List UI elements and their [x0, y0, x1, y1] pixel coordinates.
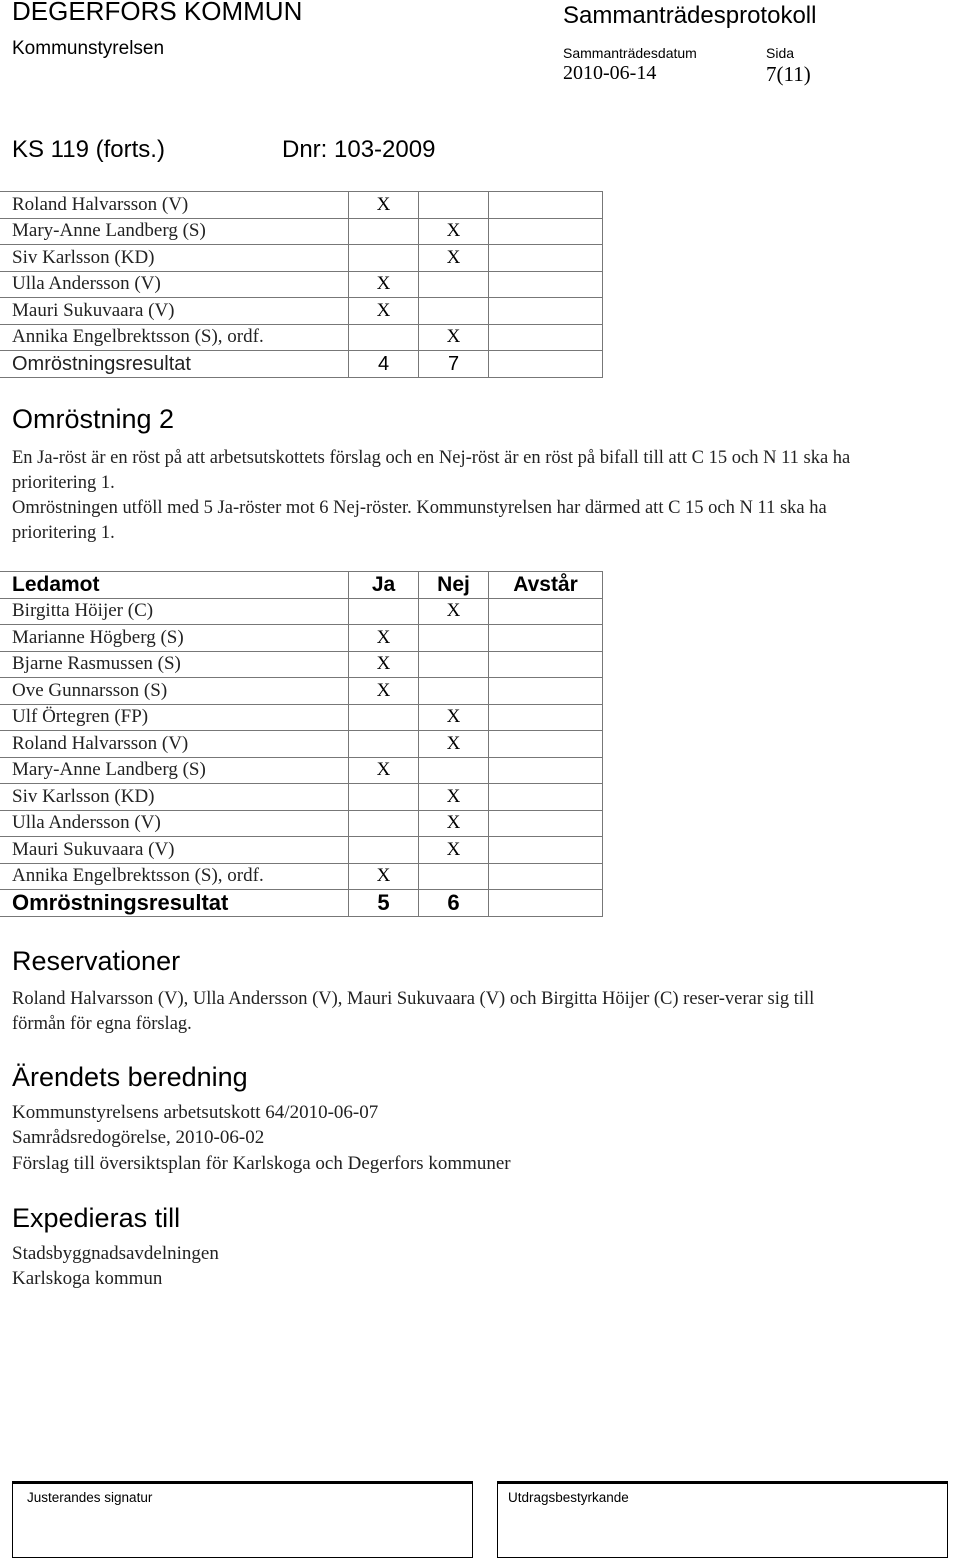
- vote-ja: [349, 218, 419, 245]
- vote-nej: [419, 298, 489, 325]
- result-avstar: [489, 351, 603, 378]
- member-name: Ulf Örtegren (FP): [0, 704, 349, 731]
- vote-avstar: [489, 731, 603, 758]
- vote1-result-row: [0, 351, 603, 378]
- table-row: [0, 324, 603, 351]
- vote-nej: X: [419, 810, 489, 837]
- vote-nej: [419, 625, 489, 652]
- certification-label: Utdragsbestyrkande: [508, 1490, 629, 1505]
- vote-ja: X: [349, 625, 419, 652]
- distribution-heading: Expedieras till: [12, 1203, 181, 1233]
- table-row: [0, 837, 603, 864]
- table-row: [0, 678, 603, 705]
- result-avstar: [489, 890, 603, 917]
- vote-ja: [349, 731, 419, 758]
- signature-label: Justerandes signatur: [27, 1490, 153, 1505]
- case-number: KS 119 (forts.): [12, 136, 165, 163]
- preparation-heading: Ärendets beredning: [12, 1062, 248, 1092]
- reservations-text: Roland Halvarsson (V), Ulla Andersson (V), Mauri Sukuvaara (V) och Birgitta Höijer (C) reser-verar sig till förmån för egna förslag.: [12, 989, 815, 1034]
- column-header-avstar: Avstår: [489, 572, 603, 599]
- protocol-title: Sammanträdesprotokoll: [563, 2, 817, 29]
- organization-name: DEGERFORS KOMMUN: [12, 0, 303, 26]
- member-name: Annika Engelbrektsson (S), ordf.: [0, 863, 349, 890]
- preparation-line: Förslag till översiktsplan för Karlskoga och Degerfors kommuner: [12, 1153, 511, 1174]
- member-name: Siv Karlsson (KD): [0, 245, 349, 272]
- vote-avstar: [489, 598, 603, 625]
- vote-ja: X: [349, 757, 419, 784]
- vote-nej: [419, 757, 489, 784]
- board-name: Kommunstyrelsen: [12, 38, 165, 59]
- vote-avstar: [489, 704, 603, 731]
- page-number: 7(11): [766, 62, 811, 86]
- vote-avstar: [489, 863, 603, 890]
- member-name: Birgitta Höijer (C): [0, 598, 349, 625]
- vote-ja: [349, 810, 419, 837]
- distribution-line: Karlskoga kommun: [12, 1268, 163, 1289]
- result-nej: 6: [419, 890, 489, 917]
- vote-nej: X: [419, 245, 489, 272]
- table-row: [0, 863, 603, 890]
- vote-avstar: [489, 837, 603, 864]
- table-row: [0, 298, 603, 325]
- vote-ja: X: [349, 298, 419, 325]
- vote-avstar: [489, 625, 603, 652]
- vote2-result-row: [0, 890, 603, 917]
- table-row: [0, 625, 603, 652]
- vote-avstar: [489, 298, 603, 325]
- meeting-date-label: Sammanträdesdatum: [563, 45, 697, 61]
- member-name: Roland Halvarsson (V): [0, 731, 349, 758]
- table-row: [0, 598, 603, 625]
- vote-ja: X: [349, 271, 419, 298]
- vote-ja: X: [349, 192, 419, 219]
- distribution-line: Stadsbyggnadsavdelningen: [12, 1243, 219, 1264]
- vote-ja: [349, 598, 419, 625]
- vote2-heading: Omröstning 2: [12, 404, 175, 434]
- member-name: Mary-Anne Landberg (S): [0, 218, 349, 245]
- vote-avstar: [489, 218, 603, 245]
- table-row: [0, 757, 603, 784]
- preparation-line: Kommunstyrelsens arbetsutskott 64/2010-06-07: [12, 1102, 379, 1123]
- vote-nej: X: [419, 598, 489, 625]
- vote-nej: X: [419, 704, 489, 731]
- vote-nej: X: [419, 784, 489, 811]
- table-row: [0, 731, 603, 758]
- result-nej: 7: [419, 351, 489, 378]
- vote-ja: [349, 245, 419, 272]
- result-ja: 5: [349, 890, 419, 917]
- table-row: [0, 218, 603, 245]
- result-label: Omröstningsresultat: [0, 890, 349, 917]
- column-header-nej: Nej: [419, 572, 489, 599]
- member-name: Mauri Sukuvaara (V): [0, 837, 349, 864]
- page-label: Sida: [766, 45, 795, 61]
- vote-avstar: [489, 678, 603, 705]
- member-name: Ulla Andersson (V): [0, 271, 349, 298]
- vote1-table: [0, 191, 603, 378]
- vote-ja: [349, 784, 419, 811]
- vote-nej: X: [419, 324, 489, 351]
- table-row: [0, 271, 603, 298]
- vote-avstar: [489, 324, 603, 351]
- result-label: Omröstningsresultat: [0, 351, 349, 378]
- member-name: Ulla Andersson (V): [0, 810, 349, 837]
- vote2-description: En Ja-röst är en röst på att arbetsutskottets förslag och en Nej-röst är en röst på bifall till att C 15 och N 11 ska ha prioritering 1.: [12, 448, 851, 493]
- result-ja: 4: [349, 351, 419, 378]
- case-dnr: Dnr: 103-2009: [282, 136, 436, 163]
- vote-nej: X: [419, 218, 489, 245]
- table-row: [0, 810, 603, 837]
- table-row: [0, 704, 603, 731]
- vote-ja: X: [349, 678, 419, 705]
- vote-nej: [419, 863, 489, 890]
- vote-avstar: [489, 651, 603, 678]
- vote-ja: X: [349, 651, 419, 678]
- table-header-row: [0, 572, 603, 599]
- vote-nej: [419, 192, 489, 219]
- vote-avstar: [489, 245, 603, 272]
- member-name: Mary-Anne Landberg (S): [0, 757, 349, 784]
- member-name: Siv Karlsson (KD): [0, 784, 349, 811]
- column-header-member: Ledamot: [0, 572, 349, 599]
- member-name: Bjarne Rasmussen (S): [0, 651, 349, 678]
- reservations-heading: Reservationer: [12, 946, 181, 976]
- member-name: Roland Halvarsson (V): [0, 192, 349, 219]
- vote-avstar: [489, 271, 603, 298]
- vote2-table: [0, 571, 603, 917]
- vote-ja: [349, 837, 419, 864]
- member-name: Mauri Sukuvaara (V): [0, 298, 349, 325]
- table-row: [0, 784, 603, 811]
- member-name: Ove Gunnarsson (S): [0, 678, 349, 705]
- vote-nej: X: [419, 731, 489, 758]
- vote-avstar: [489, 757, 603, 784]
- vote-avstar: [489, 784, 603, 811]
- vote2-outcome: Omröstningen utföll med 5 Ja-röster mot 6 Nej-röster. Kommunstyrelsen har därmed att C 15 och N 11 ska ha prioritering 1.: [12, 498, 827, 543]
- vote-avstar: [489, 192, 603, 219]
- table-row: [0, 245, 603, 272]
- vote-ja: [349, 704, 419, 731]
- table-row: [0, 651, 603, 678]
- table-row: [0, 192, 603, 219]
- meeting-date: 2010-06-14: [563, 62, 657, 84]
- member-name: Annika Engelbrektsson (S), ordf.: [0, 324, 349, 351]
- vote-nej: [419, 651, 489, 678]
- vote-nej: [419, 678, 489, 705]
- vote-avstar: [489, 810, 603, 837]
- vote-ja: X: [349, 863, 419, 890]
- vote-nej: [419, 271, 489, 298]
- preparation-line: Samrådsredogörelse, 2010-06-02: [12, 1127, 265, 1148]
- vote-ja: [349, 324, 419, 351]
- column-header-ja: Ja: [349, 572, 419, 599]
- vote-nej: X: [419, 837, 489, 864]
- member-name: Marianne Högberg (S): [0, 625, 349, 652]
